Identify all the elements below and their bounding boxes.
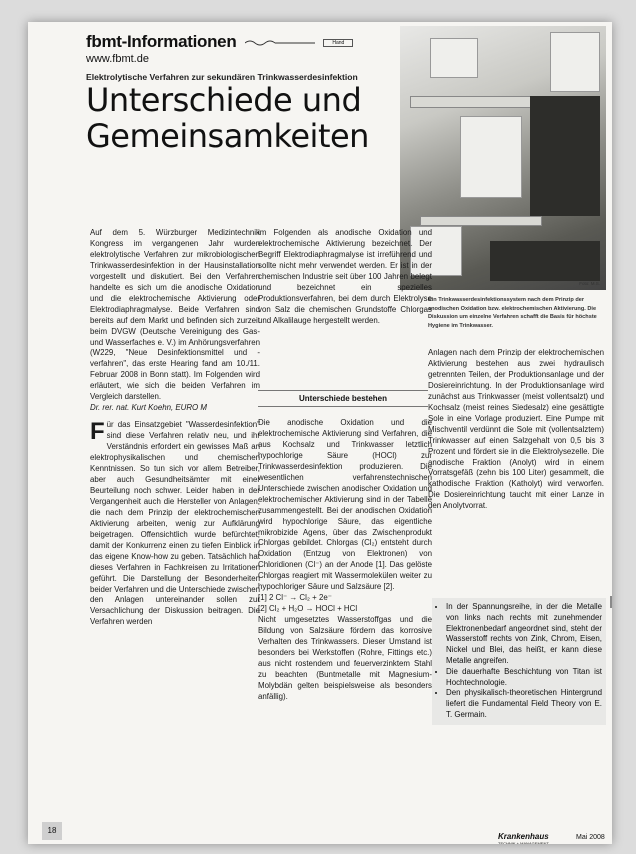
- article-kicker: Elektrolytische Verfahren zur sekundären Trinkwasserdesinfektion: [86, 72, 358, 82]
- drop-cap: F: [90, 418, 105, 446]
- wave-divider-icon: [245, 38, 315, 48]
- column-3: [428, 348, 604, 512]
- section-url: www.fbmt.de: [86, 53, 149, 65]
- magazine-page: [28, 22, 612, 844]
- intro-paragraph: Auf dem 5. Würzburger Medizintechnik Kongress im vergangenen Jahr wurden elektrolytische Verfahren zur mikrobiologischen Trinkwasserdesinfektion in der Hausinstallation vorgestellt und diskutiert. Bei den Verfahren handelte es sich um die anodische Oxidation und die elektrochemische Aktivierung oder Elektrodiaphragmalyse. Beide Verfahren sind bereits auf dem Markt und befinden sich zurzeit beim DVGW (Deutsche Vereinigung des Gas- und Wasserfaches e. V.) im Anhörungsverfahren (W229, "Neue Desinfektionsmittel und -verfahren", das erste Hearing fand am 10./11. Februar 2008 in Bonn statt). Im Folgenden wird erläutert, wie sich die beiden Verfahren im Vergleich darstellen.: [90, 228, 260, 402]
- magazine-logo: [498, 832, 549, 844]
- list-item: • Den physikalisch-theoretischen Hintergrund liefert die Fundamental Field Theory von E. T. Germain.: [446, 688, 602, 720]
- equation-2: [2] Cl₂ + H₂O → HOCl + HCl: [258, 604, 358, 614]
- list-item: • In der Spannungsreihe, in der die Metalle von links nach rechts mit zunehmender Elektronenbedarf angeordnet sind, steht der Wasserstoff rechts von Zink, Chrom, Eisen, Nickel und Blei, das heißt, er kann diese Metalle angreifen.: [446, 602, 602, 667]
- photo-caption: Ein Trinkwasserdesinfektionssystem nach dem Prinzip der anodischen Oxidation bzw. elektrochemischen Aktivierung. Die Diskussion um einzelne Verfahren schafft die Basis für höchste Hygiene im Trinkwasser.: [428, 297, 597, 329]
- magazine-name: Krankenhaus: [498, 832, 549, 841]
- body-paragraph-1: [90, 420, 260, 628]
- body-paragraph-1-text: ür das Einsatzgebiet "Wasserdesinfektion" sind diese Verfahren relativ neu, und ihr Verständnis erfordert ein gewisses Maß an elektrophysikalischen und chemischen Kenntnissen. So tun sich vor allem Betreiber, aber auch Gesundheitsämter mit einer Beurteilung noch schwer. Leider haben in der Vergangenheit auch die Hersteller von Anlagen, die nach dem Prinzip der elektrochemischen Aktivierung arbeiten, wenig zur Aufklärung beigetragen. Offensichtlich wurde befürchtet, damit der Konkurrenz einen zu tiefen Einblick in das eigene Know-how zu geben. Tatsächlich hat dieses Verfahren in Fachkreisen zu Irritationen geführt. Die Darstellung der Besonderheiten beider Verfahren und die Unterschiede zwischen den Anlagen untereinander sollen zur Versachlichung der Diskussion beitragen. Die Verfahren werden: [90, 420, 260, 627]
- magazine-subtitle: TECHNIK + MANAGEMENT: [498, 841, 549, 844]
- article-headline: [86, 82, 426, 154]
- photo-cabinet: [550, 32, 600, 92]
- author-line: Dr. rer. nat. Kurt Koehn, EURO M: [90, 403, 207, 413]
- column-2: [258, 228, 432, 327]
- equation-1: [1] 2 Cl⁻ → Cl₂ + 2e⁻: [258, 593, 332, 603]
- page-number: 18: [42, 822, 62, 840]
- photo-pipe-lower: [420, 216, 542, 226]
- photo-control-box: [430, 38, 478, 78]
- photo-floor: [490, 241, 600, 281]
- photo-credit: Foto: M.S.: [579, 281, 600, 286]
- photo-tank: [460, 116, 522, 198]
- list-item: • Die dauerhafte Beschichtung von Titan ist Hochtechnologie.: [446, 667, 602, 689]
- issue-date: Mai 2008: [576, 834, 605, 841]
- column-2-lower: [258, 418, 432, 703]
- body-paragraph-4: Nicht umgesetztes Wasserstoffgas und die Bildung von Salzsäure fördern das korrosive Verhalten des Trinkwassers. Dieser Umstand ist besonders bei Werkstoffen (Rohre, Fittings etc.) aus nicht rostendem und feuerverzinktem Stahl zu beachten (Buntmetalle mit Magnesium-Molybdän gelten beispielsweise als besonders anfällig).: [258, 615, 432, 701]
- column-1: [90, 228, 260, 628]
- headline-line-1: Unterschiede und: [86, 81, 362, 119]
- info-list: [436, 602, 602, 721]
- subheading: Unterschiede bestehen: [258, 390, 428, 407]
- photo-shadow: [530, 96, 600, 216]
- body-paragraph-5: Anlagen nach dem Prinzip der elektrochemischen Aktivierung bestehen aus zwei hydraulisch getrennten Teilen, der Produktionsanlage und der Dosiereinrichtung. In der Produktionsanlage wird zunächst aus Trinkwasser (meist vollentsalzt) und Kochsalz (meist reines Siedesalz) eine gesättigte Sole in eine Vorlage produziert. Eine Pumpe mit Mischventil verdünnt die Sole mit (vollentsalztem) Trinkwasser auf einen Salzgehalt von 0,5 bis 3 Prozent und fördert sie in die Elektrolysezelle. Die anodische Fraktion (Anolyt) wird in einem Vorratsgefäß (zehn bis 100 Liter) gesammelt, die kathodische Fraktion (Katholyt) wird verworfen. Die Dosiereinrichtung taucht mit einer Lanze in den Anolytvorrat.: [428, 348, 604, 511]
- info-box: [432, 598, 606, 725]
- body-paragraph-3: Die anodische Oxidation und die elektrochemische Aktivierung sind Verfahren, die aus Kochsalz und Trinkwasser letztlich hypochlorige Säure (HOCl) zur Trinkwasserdesinfektion produzieren. Die wesentlichen verfahrenstechnischen Unterschiede zwischen anodischer Oxidation und elektrochemischer Aktivierung sind in der Tabelle zusammengestellt. Bei der anodischen Oxidation wird hypochlorige Säure, das eigentliche mikrobizide Agens, über das Zwischenprodukt Chlorgas gebildet. Chlorgas (Cl₂) entsteht durch Oxidation (Entzug von Elektronen) von Chloridionen (Cl⁻) an der Anode [1]. Das gelöste Chlorgas reagiert mit Wassermolekülen weiter zu hypochloriger Säure und Salzsäure [2].: [258, 418, 432, 592]
- section-header: [86, 32, 406, 65]
- headline-line-2: Gemeinsamkeiten: [86, 117, 369, 155]
- section-tag: Hand: [323, 39, 353, 47]
- body-paragraph-2: im Folgenden als anodische Oxidation und elektrochemische Aktivierung bezeichnet. Der Begriff Elektrodiaphragmalyse ist irreführend und sollte nicht mehr verwendet werden. Er ist in der chemischen Industrie seit über 100 Jahren belegt und bezeichnet ein spezielles Produktionsverfahren, bei dem durch Elektrolyse von Salz die chemischen Grundstoffe Chlorgas und Alkalilauge hergestellt werden.: [258, 228, 432, 325]
- section-title: fbmt-Informationen: [86, 32, 237, 51]
- box-marker: [610, 596, 612, 608]
